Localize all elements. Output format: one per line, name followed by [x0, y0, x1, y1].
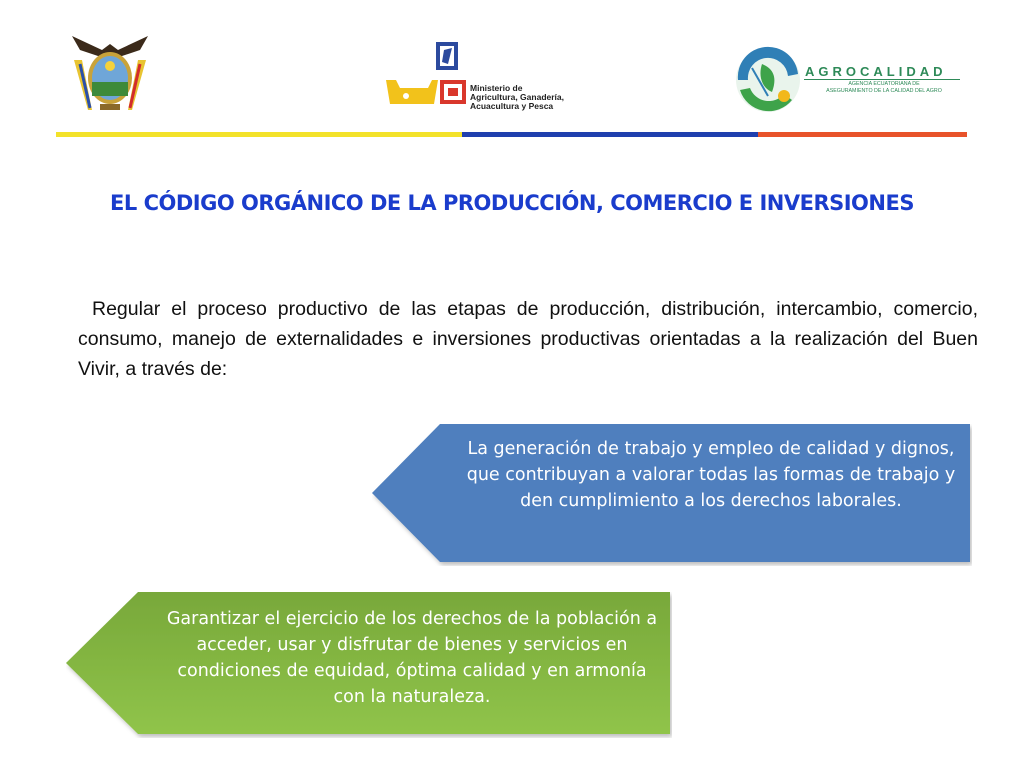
agency-name: AGROCALIDAD	[805, 64, 947, 79]
agency-divider	[804, 79, 960, 80]
agency-subtitle-line: AGENCIA ECUATORIANA DE	[848, 81, 920, 87]
point-text: Garantizar el ejercicio de los derechos de la población a acceder, usar y disfrutar de bienes y servicios en condiciones de equidad, óptima calidad y en armonía con la naturaleza.	[166, 609, 658, 707]
agency-subtitle	[804, 81, 964, 94]
point-text: La generación de trabajo y empleo de calidad y dignos, que contribuyan a valorar todas las formas de trabajo y den cumplimiento a los derechos laborales.	[466, 439, 956, 511]
stripe-red	[758, 132, 967, 137]
stripe-yellow	[56, 132, 462, 137]
agency-subtitle-line: ASEGURAMIENTO DE LA CALIDAD DEL AGRO	[826, 87, 942, 94]
slide-title: EL CÓDIGO ORGÁNICO DE LA PRODUCCIÓN, COMERCIO E INVERSIONES	[110, 191, 914, 215]
agrocalidad-logo-icon	[732, 40, 962, 120]
ministry-name-line: Agricultura, Ganadería,	[470, 92, 564, 102]
point-shape-blue	[372, 424, 972, 566]
ministry-name	[470, 84, 580, 111]
point-shape-green	[66, 592, 672, 738]
ministry-name-line: Ministerio de	[470, 83, 523, 93]
stripe-blue	[462, 132, 758, 137]
intro-paragraph: Regular el proceso productivo de las etapas de producción, distribución, intercambio, comercio, consumo, manejo de externalidades e inversiones productivas orientadas a la realización del Buen Vivir, a través de:	[78, 298, 978, 380]
ministry-name-line: Acuacultura y Pesca	[470, 101, 554, 111]
ecuador-coat-of-arms-icon	[62, 30, 158, 116]
